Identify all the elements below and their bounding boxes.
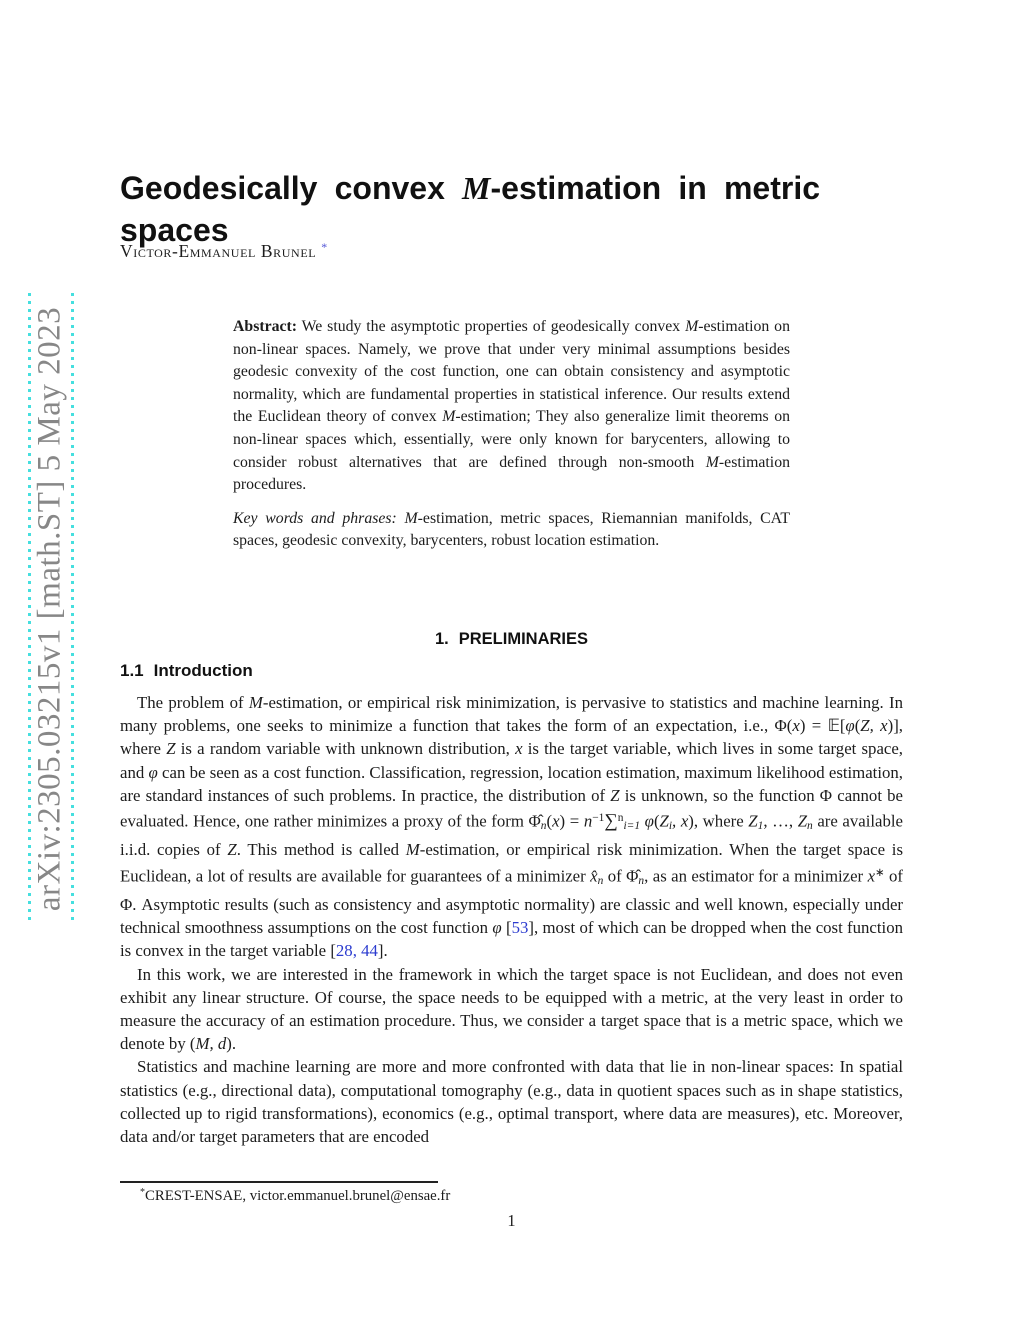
text-segment: is unknown, so the function Φ cannot be evaluated. Hence, one rather minimizes a proxy of the form (120, 785, 903, 831)
text-segment: n (540, 820, 547, 833)
text-segment: , as an estimator for a minimizer (644, 866, 868, 886)
text-segment: M (705, 453, 719, 471)
text-segment: ). (226, 1034, 237, 1054)
text-segment: M, d (195, 1034, 227, 1054)
text-segment: φ (148, 762, 158, 782)
page-number: 1 (507, 1211, 516, 1230)
text-segment: are available i.i.d. copies of (120, 811, 903, 860)
text-segment (397, 510, 405, 527)
subsection-title: Introduction (153, 661, 253, 680)
text-segment: n (597, 874, 604, 887)
text-segment: , x (672, 811, 689, 831)
text-segment: ]. (377, 941, 388, 961)
footnote-rule (120, 1181, 438, 1183)
text-segment: is a random variable with unknown distribution, (175, 739, 516, 759)
text-segment: -estimation, or empirical risk minimization. When the target space is Euclidean, a lot of results are available for guarantees of a minimizer (120, 840, 903, 886)
abstract-label: Abstract: (233, 318, 298, 335)
text-segment: x (515, 739, 523, 759)
abstract-block (233, 316, 790, 564)
text-segment: ( (653, 811, 660, 831)
abstract-text (233, 318, 790, 493)
text-segment: n (583, 811, 593, 831)
text-segment: n (638, 874, 645, 887)
text-segment: , …, (763, 811, 798, 831)
text-segment: Z (166, 739, 176, 759)
text-segment: φ (845, 716, 855, 736)
text-segment: M (442, 408, 456, 426)
citation-link[interactable]: 53 (511, 918, 529, 938)
text-segment: -estimation in metric spaces (120, 170, 820, 249)
text-segment: n (807, 820, 813, 833)
text-segment: x̂ (590, 866, 598, 886)
text-segment: Φ̂ (528, 811, 541, 831)
text-segment: M (462, 170, 491, 207)
text-segment: Z (659, 811, 669, 831)
text-segment: Z (227, 840, 237, 860)
text-segment: We study the asymptotic properties of geodesically convex (297, 318, 686, 335)
text-segment: M (685, 318, 699, 335)
text-segment: φ (492, 918, 502, 938)
text-segment: M (248, 693, 263, 712)
text-segment: Z (610, 785, 620, 805)
text-segment: 1 (757, 820, 764, 833)
text-segment: ( (854, 716, 861, 736)
abstract-paragraph (233, 316, 790, 497)
keywords-paragraph (233, 508, 790, 553)
body-text (120, 691, 903, 1148)
text-segment: can be seen as a cost function. Classification, regression, location estimation, maximum likelihood estimation, are standard instances of such problems. In practice, the distribution of (120, 762, 903, 805)
paragraph-2 (120, 963, 903, 1056)
text-segment: ∑ (604, 810, 618, 832)
crop-dash-line-right (71, 293, 74, 925)
subsection-heading (120, 661, 253, 681)
text-segment: i (668, 820, 673, 833)
text-segment: n (617, 812, 624, 825)
footnote (120, 1187, 903, 1205)
text-segment: is the target variable, which lives in some target space, and (120, 739, 903, 782)
text-segment: φ (644, 811, 654, 831)
text-segment: ) = (559, 811, 584, 831)
footnote-text: CREST-ENSAE, victor.emmanuel.brunel@ensae.fr (145, 1188, 451, 1205)
text-segment: Statistics and machine learning are more and more confronted with data that lie in non-linear spaces: In spatial statistics (e.g., directional data), computational tomography (e.g., data in quotient spaces such as in shape statistics, collected up to rigid transformations), economics (e.g., optimal transport, where data are measures), etc. Moreover, data and/or target parameters that are encoded (120, 1057, 903, 1147)
text-segment: Φ̂ (626, 866, 639, 886)
text-segment: Z (797, 811, 808, 831)
citation-link[interactable]: 28, 44 (335, 941, 378, 961)
author-footnote-marker[interactable]: * (321, 240, 328, 254)
text-segment: In this work, we are interested in the framework in which the target space is not Euclidean, and does not even exhibit any linear structure. Of course, the space needs to be equipped with a metric, at the very least in order to measure the accuracy of an estimation procedure. Thus, we consider a target space that is a metric space, which we denote by ( (120, 964, 903, 1054)
text-segment: Z, x (860, 716, 888, 736)
arxiv-stamp-text: arXiv:2305.03215v1 [math.ST] 5 May 2023 (31, 306, 68, 912)
text-segment: ) = 𝔼[ (799, 716, 846, 736)
text-segment: ), where (688, 811, 749, 831)
section-title: PRELIMINARIES (458, 630, 589, 648)
text-segment: -estimation, or empirical risk minimization, is pervasive to statistics and machine learning. In many problems, one seeks to minimize a function that takes the form of an expectation, i.e., Φ( (120, 693, 903, 736)
text-segment: −1 (592, 812, 605, 825)
text-segment: -estimation; They also generalize limit theorems on non-linear spaces which, essentially, were only known for barycenters, allowing to consider robust alternatives that are defined through non-smooth (233, 408, 790, 471)
text-segment: M (404, 509, 418, 527)
author-name: Victor-Emmanuel Brunel (120, 240, 317, 261)
text-segment: The problem of (137, 693, 249, 712)
text-segment: )], where (120, 716, 903, 759)
paragraph-3 (120, 1055, 903, 1148)
text-segment: . This method is called (236, 840, 406, 860)
arxiv-stamp (18, 293, 82, 925)
text-segment: of Φ. Asymptotic results (such as consistency and asymptotic normality) are classic and well known, especially under technical smoothness assumptions on the cost function (120, 866, 904, 938)
text-segment: Geodesically convex (120, 170, 463, 207)
text-segment: ], most of which can be dropped when the cost function is convex in the target variable [ (120, 918, 903, 961)
keywords-label: Key words and phrases: (233, 509, 397, 527)
paper-title (120, 167, 820, 251)
text-segment: x (792, 716, 800, 736)
text-segment: x (867, 866, 876, 886)
text-segment: ( (546, 811, 553, 831)
text-segment: -estimation, metric spaces, Riemannian manifolds, CAT spaces, geodesic convexity, barycenters, robust location estimation. (233, 509, 790, 550)
text-segment: Z (748, 811, 758, 831)
subsection-number: 1.1 (120, 661, 144, 680)
text-segment: of (603, 866, 627, 886)
paragraph-1 (120, 691, 903, 963)
footnote-marker: * (140, 1187, 146, 1198)
section-number: 1. (434, 630, 449, 648)
section-heading (120, 630, 903, 649)
text-segment: -estimation procedures. (233, 453, 790, 494)
text-segment: i=1 (623, 820, 641, 833)
author-line (120, 240, 328, 262)
text-segment: x (552, 811, 560, 831)
text-segment: M (405, 840, 420, 860)
text-segment: [ (501, 918, 512, 938)
text-segment: -estimation on non-linear spaces. Namely, we prove that under very minimal assumptions besides geodesic convexity of the cost function, one can obtain consistency and asymptotic normality, which are fundamental properties in statistical inference. Our results extend the Euclidean theory of convex (233, 318, 790, 426)
text-segment: ∗ (875, 866, 885, 879)
